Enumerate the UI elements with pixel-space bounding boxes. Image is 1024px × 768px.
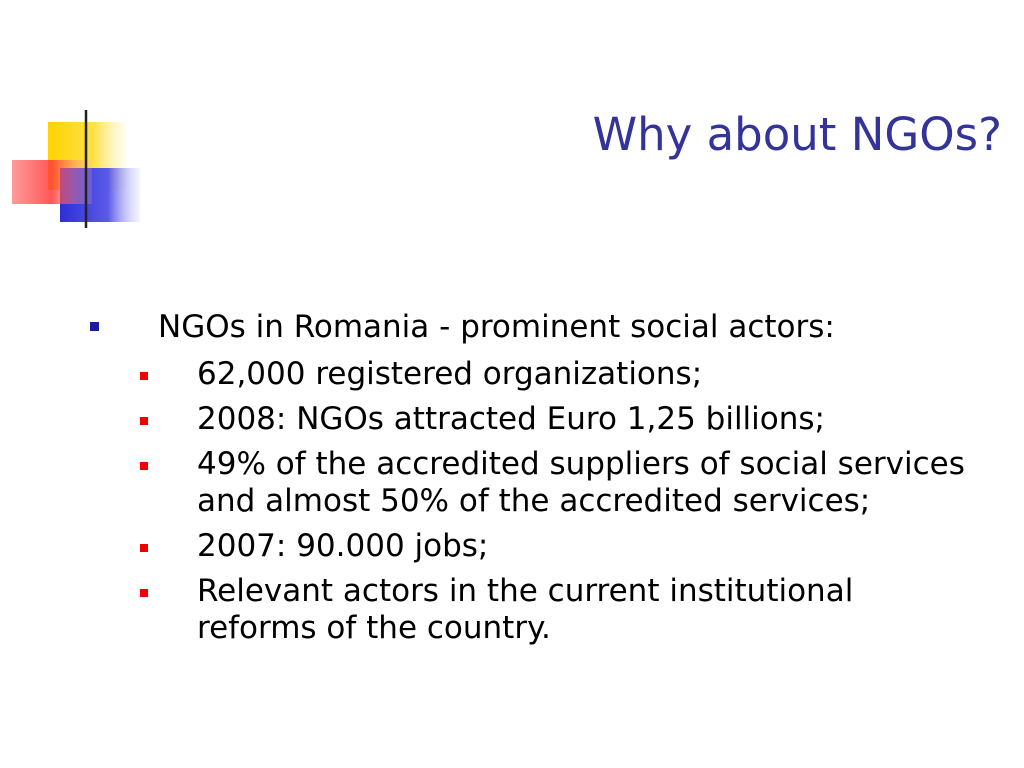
sub-bullet-text: 49% of the accredited suppliers of social services and almost 50% of the accredited services; [197, 446, 965, 519]
red-square-bullet-icon [140, 589, 148, 597]
sub-bullet-item [140, 356, 1000, 393]
sub-bullet-item [140, 446, 1000, 520]
sub-bullet-item [140, 528, 1000, 565]
red-square-bullet-icon [140, 462, 148, 470]
red-square-bullet-icon [140, 372, 148, 380]
red-square-bullet-icon [140, 544, 148, 552]
red-square-bullet-icon [140, 417, 148, 425]
sub-bullet-text: Relevant actors in the current institutional reforms of the country. [197, 573, 854, 646]
sub-bullet-item [140, 573, 1000, 647]
square-bullet-icon [90, 322, 99, 331]
slide-title: Why about NGOs? [592, 108, 1002, 161]
main-bullet-text: NGOs in Romania - prominent social actors: [158, 309, 835, 345]
sub-bullet-item [140, 401, 1000, 438]
sub-bullet-text: 2007: 90.000 jobs; [197, 528, 489, 564]
sub-bullet-text: 2008: NGOs attracted Euro 1,25 billions; [197, 401, 825, 437]
sub-bullet-list [140, 356, 1000, 655]
sub-bullet-text: 62,000 registered organizations; [197, 356, 703, 392]
